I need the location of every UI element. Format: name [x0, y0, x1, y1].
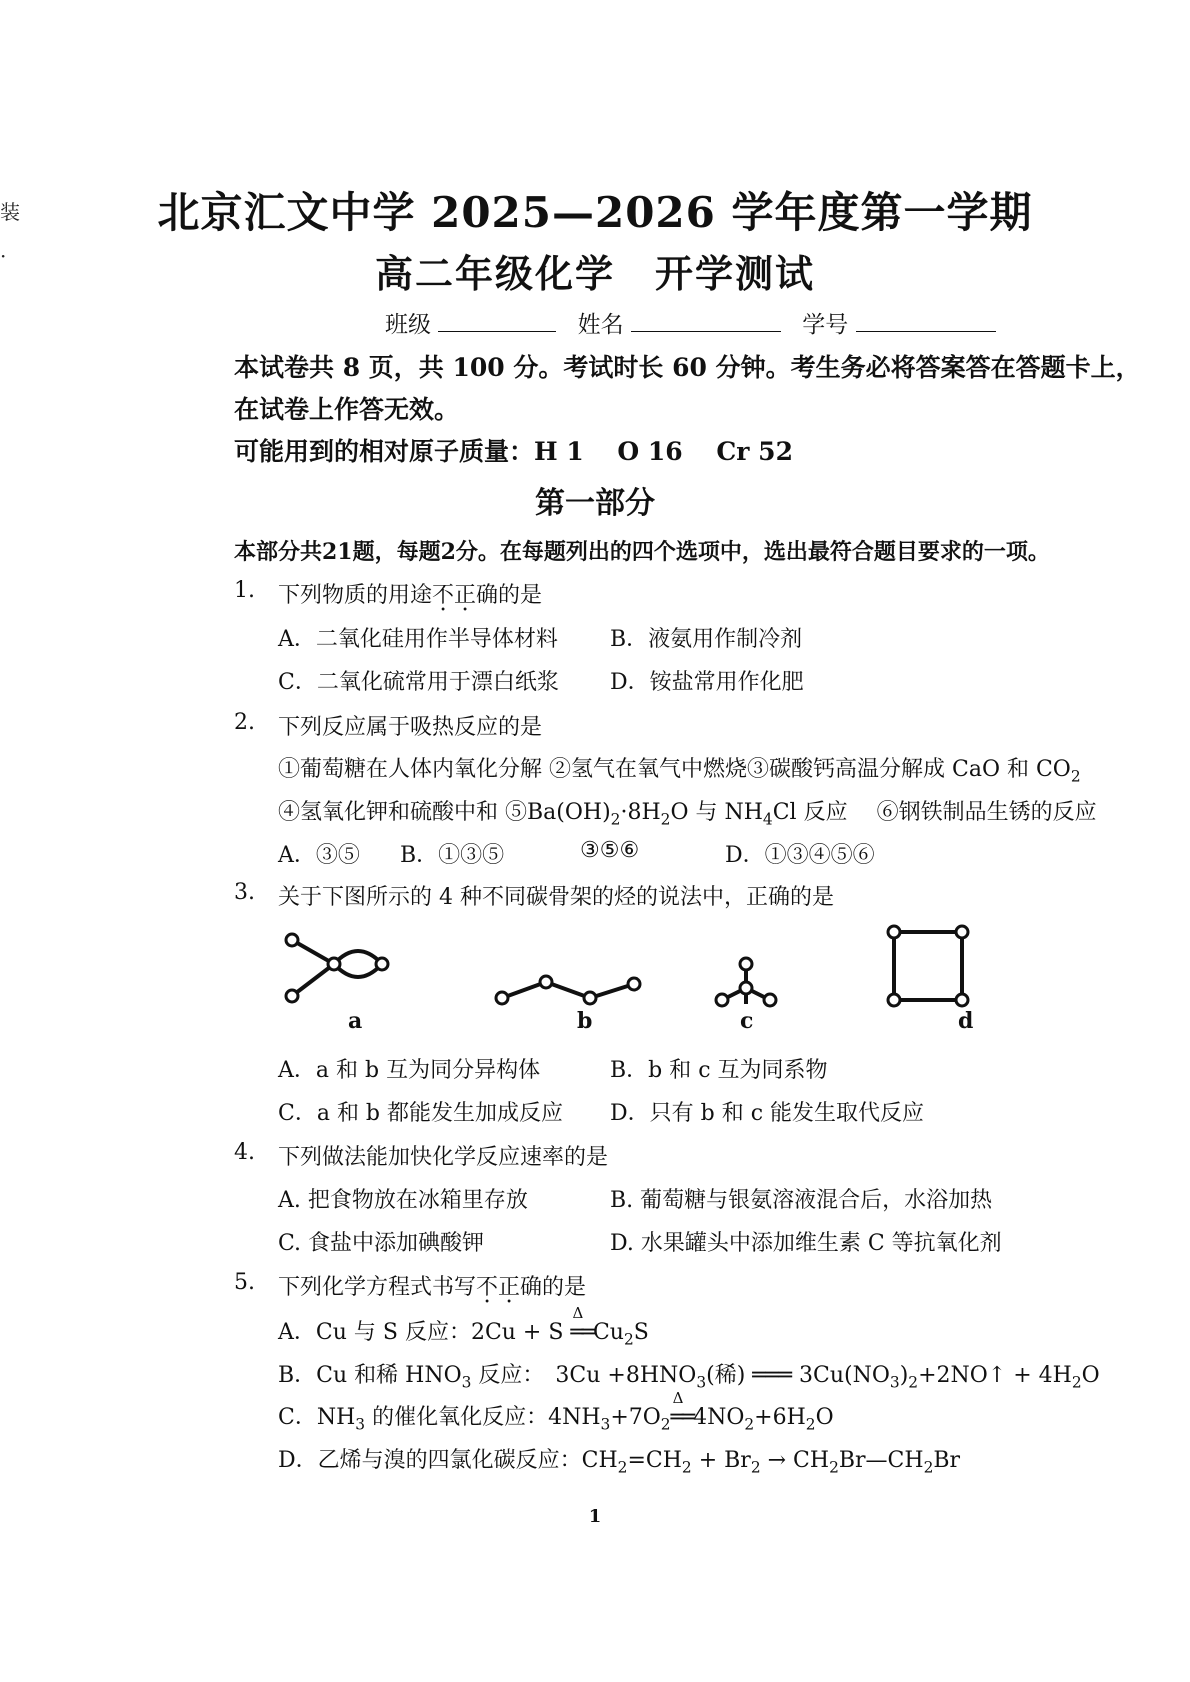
- c-atom: [716, 994, 728, 1006]
- q5-d-s1: 2: [617, 1458, 628, 1477]
- q2-items-2-s3: 4: [762, 810, 773, 829]
- q5-c-d: 4NO: [693, 1405, 745, 1430]
- q5-d-s4: 2: [829, 1458, 839, 1477]
- class-label: 班级: [385, 312, 431, 338]
- page-number: 1: [588, 1506, 602, 1527]
- q5-c-e: +6H: [754, 1405, 806, 1430]
- q5-c-c: +7O: [610, 1405, 661, 1430]
- atomic-mass-note: 可能用到的相对原子质量：H 1 O 16 Cr 52: [234, 437, 793, 466]
- b-atom: [628, 978, 640, 990]
- a-atom: [286, 934, 298, 946]
- q2-items-1-text: ①葡萄糖在人体内氧化分解 ②氢气在氧气中燃烧③碳酸钙高温分解成 CaO 和 CO: [278, 757, 1071, 782]
- q5-stem-pre: 下列化学方程式书写: [278, 1275, 477, 1300]
- skeleton-label-a: a: [348, 1008, 363, 1034]
- q5-option-d: [278, 1443, 960, 1476]
- q5-a-sub: 2: [623, 1330, 634, 1349]
- q2-items-2-c: O 与 NH: [670, 800, 763, 825]
- b-atom: [496, 992, 508, 1004]
- q1-number: 1.: [234, 578, 255, 603]
- q4-option-c: C. 食盐中添加碘酸钾: [278, 1231, 485, 1256]
- q5-a-product: Cu: [592, 1320, 624, 1345]
- q5-emphasis-1: 不: [476, 1275, 499, 1300]
- q3-number: 3.: [234, 880, 255, 905]
- q5-d-s3: 2: [750, 1458, 761, 1477]
- q2-option-a: A．③⑤: [278, 843, 360, 868]
- b-atom: [540, 976, 552, 988]
- q5-d-b: =CH: [627, 1448, 682, 1473]
- q5-b-d: ): [899, 1363, 909, 1388]
- skeleton-label-d: d: [958, 1008, 974, 1034]
- q1-emphasis-2: 正: [454, 583, 477, 608]
- id-blank: [856, 311, 996, 332]
- q2-option-c: ③⑤⑥: [580, 838, 640, 863]
- q1-option-b: B．液氨用作制冷剂: [610, 627, 803, 652]
- q4-option-a: A. 把食物放在冰箱里存放: [278, 1188, 528, 1213]
- instructions-line-2: 在试卷上作答无效。: [234, 395, 460, 424]
- a-atom: [376, 958, 388, 970]
- equals-sign: ══: [670, 1405, 694, 1430]
- q5-emphasis-2: 正: [498, 1275, 521, 1300]
- c-atom: [764, 994, 776, 1006]
- heat-symbol: Δ: [572, 1304, 584, 1322]
- q5-b-s5: 2: [1071, 1373, 1082, 1392]
- b-atom: [584, 992, 596, 1004]
- q5-d-c: + Br: [691, 1448, 751, 1473]
- q2-items-line-1: [278, 752, 1081, 785]
- q3-stem: 关于下图所示的 4 种不同碳骨架的烃的说法中，正确的是: [278, 885, 834, 910]
- d-ring: [894, 932, 962, 1000]
- q5-b-s3: 3: [889, 1373, 900, 1392]
- q2-items-1-sub: 2: [1070, 767, 1081, 786]
- q5-d-e: Br—CH: [838, 1448, 924, 1473]
- q5-b-b: 反应： 3Cu +8HNO: [471, 1363, 697, 1388]
- q4-number: 4.: [234, 1140, 255, 1165]
- q4-stem: 下列做法能加快化学反应速率的是: [278, 1145, 609, 1170]
- student-info-row: [385, 306, 1010, 339]
- heat-condition-c: [670, 1389, 694, 1430]
- class-blank: [438, 311, 556, 332]
- q2-items-2-s1: 2: [610, 810, 621, 829]
- q5-option-b: [278, 1358, 1100, 1391]
- id-label: 学号: [802, 312, 849, 338]
- q5-d-f: Br: [933, 1448, 961, 1473]
- q4-option-d: D. 水果罐头中添加维生素 C 等抗氧化剂: [610, 1231, 1002, 1256]
- q5-d-a: D．乙烯与溴的四氯化碳反应：CH: [278, 1448, 618, 1473]
- q1-stem-post: 确的是: [476, 583, 543, 608]
- q5-d-s5: 2: [923, 1458, 934, 1477]
- q2-items-2-d: Cl 反应 ⑥钢铁制品生锈的反应: [772, 800, 1097, 825]
- q5-b-e: +2NO↑ + 4H: [918, 1363, 1072, 1388]
- instructions-line-1: 本试卷共 8 页，共 100 分。考试时长 60 分钟。考生务必将答案答在答题卡上，: [234, 353, 1141, 382]
- equals-sign: ══: [570, 1320, 593, 1345]
- name-blank: [631, 311, 781, 332]
- a-atom: [286, 990, 298, 1002]
- q5-c-s2: 3: [600, 1415, 611, 1434]
- q2-items-2-a: ④氢氧化钾和硫酸中和 ⑤Ba(OH): [278, 800, 611, 825]
- q5-c-f: O: [815, 1405, 834, 1430]
- q5-number: 5.: [234, 1270, 255, 1295]
- q5-b-a: B．Cu 和稀 HNO: [278, 1363, 462, 1388]
- q5-d-d: → CH: [760, 1448, 830, 1473]
- q1-option-c: C．二氧化硫常用于漂白纸浆: [278, 670, 559, 695]
- q5-b-f: O: [1081, 1363, 1100, 1388]
- q3-option-d: D．只有 b 和 c 能发生取代反应: [610, 1101, 925, 1126]
- q5-b-s4: 2: [908, 1373, 919, 1392]
- q5-b-s1: 3: [461, 1373, 472, 1392]
- binding-edge-mark: 装: [0, 200, 20, 224]
- q3-option-a: A．a 和 b 互为同分异构体: [278, 1058, 541, 1083]
- d-atom: [956, 994, 968, 1006]
- skeleton-d: [894, 932, 962, 1000]
- d-atom: [888, 994, 900, 1006]
- q5-c-s1: 3: [355, 1415, 366, 1434]
- q1-option-d: D．铵盐常用作化肥: [610, 670, 804, 695]
- skeleton-label-c: c: [740, 1008, 754, 1034]
- q5-b-c: (稀) ═══ 3Cu(NO: [706, 1363, 890, 1388]
- part-one-instruction: 本部分共21题，每题2分。在每题列出的四个选项中，选出最符合题目要求的一项。: [234, 539, 1050, 565]
- q5-c-a: C．NH: [278, 1405, 356, 1430]
- q5-c-s3: 2: [660, 1415, 671, 1434]
- part-one-title: 第一部分: [535, 486, 655, 521]
- exam-title: 北京汇文中学 2025—2026 学年度第一学期: [157, 188, 1033, 237]
- carbon-skeleton-figure: [270, 920, 1030, 1050]
- q2-items-line-2: [278, 795, 1097, 828]
- q3-option-c: C．a 和 b 都能发生加成反应: [278, 1101, 564, 1126]
- q5-c-b: 的催化氧化反应：4NH: [365, 1405, 601, 1430]
- q5-c-s4: 2: [744, 1415, 755, 1434]
- q5-b-s2: 3: [696, 1373, 707, 1392]
- c-atom: [740, 958, 752, 970]
- heat-symbol: Δ: [672, 1389, 684, 1407]
- q3-option-b: B．b 和 c 互为同系物: [610, 1058, 828, 1083]
- heat-condition-a: [570, 1304, 593, 1345]
- q2-number: 2.: [234, 710, 255, 735]
- q1-stem: [278, 578, 542, 609]
- binding-edge-dot: ·: [0, 244, 7, 268]
- q5-stem: [278, 1270, 586, 1301]
- q4-option-b: B. 葡萄糖与银氨溶液混合后，水浴加热: [610, 1188, 993, 1213]
- skeleton-b: [502, 982, 634, 998]
- b-chain: [502, 982, 634, 998]
- q5-a-pre: A．Cu 与 S 反应：2Cu + S: [278, 1320, 571, 1345]
- exam-subtitle: 高二年级化学 开学测试: [374, 251, 815, 296]
- d-atom: [956, 926, 968, 938]
- q5-option-a: [278, 1304, 649, 1349]
- q2-option-b: B．①③⑤: [400, 843, 505, 868]
- d-atom: [888, 926, 900, 938]
- a-bond-2: [292, 964, 334, 996]
- q1-emphasis-1: 不: [432, 583, 455, 608]
- q5-option-c: [278, 1389, 834, 1434]
- q1-option-a: A．二氧化硅用作半导体材料: [278, 627, 558, 652]
- q5-d-s2: 2: [681, 1458, 692, 1477]
- q5-c-s5: 2: [805, 1415, 816, 1434]
- c-atom: [740, 982, 752, 994]
- q5-a-end: S: [633, 1320, 649, 1345]
- q2-items-2-b: ·8H: [620, 800, 661, 825]
- name-label: 姓名: [577, 312, 624, 338]
- q2-items-2-s2: 2: [660, 810, 671, 829]
- q5-stem-post: 确的是: [520, 1275, 587, 1300]
- skeleton-label-b: b: [577, 1008, 593, 1034]
- q2-stem: 下列反应属于吸热反应的是: [278, 715, 543, 740]
- q2-option-d: D．①③④⑤⑥: [725, 843, 875, 868]
- q1-stem-pre: 下列物质的用途: [278, 583, 433, 608]
- a-atom: [328, 958, 340, 970]
